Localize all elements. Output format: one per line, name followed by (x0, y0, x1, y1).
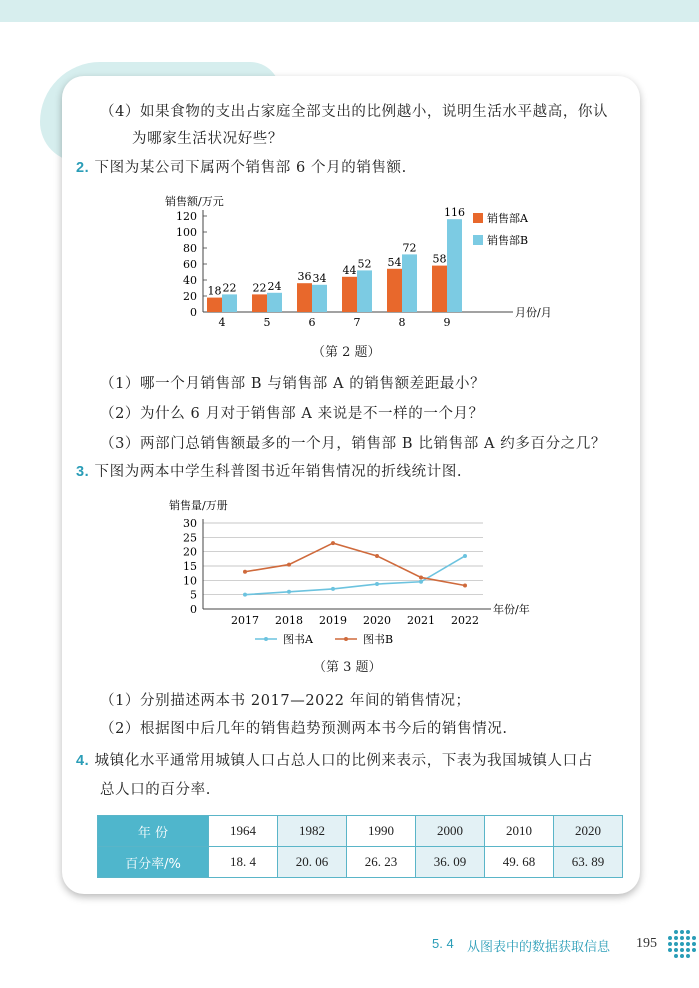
q2-question-3: （3）两部门总销售额最多的一个月，销售部 B 比销售部 A 约多百分之几？ (100, 436, 606, 452)
q2-question-2: （2）为什么 6 月对于销售部 A 来说是不一样的一个月？ (100, 406, 484, 422)
series-point (243, 570, 247, 574)
y-tick-label: 25 (183, 531, 197, 545)
series-line-b (245, 543, 465, 585)
q4-header (76, 750, 593, 772)
legend-swatch (473, 213, 483, 223)
y-tick-label: 10 (183, 574, 197, 588)
series-point (375, 582, 379, 586)
table-cell: 18. 4 (209, 847, 278, 878)
bar-a (432, 266, 447, 312)
q4-sub-line2: 为哪家生活状况好些？ (132, 131, 283, 147)
y-tick-label: 20 (183, 545, 197, 559)
x-tick-label: 2022 (451, 614, 479, 627)
y-tick-label: 0 (190, 603, 197, 616)
bar-b (312, 285, 327, 312)
y-tick-label: 100 (176, 226, 197, 239)
x-tick-label: 6 (308, 316, 316, 329)
table-cell: 2000 (416, 816, 485, 847)
q4-line2: 总人口的百分率. (100, 782, 211, 798)
x-axis-label: 年份/年 (493, 603, 530, 616)
x-axis-label: 月份/月 (515, 306, 552, 319)
bar-a (297, 283, 312, 312)
y-tick-label: 120 (176, 210, 197, 223)
legend-label: 图书A (283, 633, 313, 646)
y-tick-label: 0 (190, 306, 197, 319)
q3-text: 下图为两本中学生科普图书近年销售情况的折线统计图. (94, 464, 463, 480)
table-cell: 2020 (554, 816, 623, 847)
series-point (375, 554, 379, 558)
q3-question-2: （2）根据图中后几年的销售趋势预测两本书今后的销售情况. (100, 721, 508, 737)
table-cell: 26. 23 (347, 847, 416, 878)
bar-data-label: 52 (357, 257, 372, 271)
legend-swatch (473, 235, 483, 245)
bar-a (252, 294, 267, 312)
page-number: 195 (636, 936, 657, 951)
x-tick-label: 2021 (407, 614, 435, 627)
bar-data-label: 36 (297, 270, 312, 284)
bar-data-label: 22 (222, 281, 237, 295)
legend-marker (264, 637, 268, 641)
series-point (463, 583, 467, 587)
series-point (243, 593, 247, 597)
y-tick-label: 20 (183, 290, 197, 303)
bar-data-label: 44 (342, 263, 357, 277)
bar-data-label: 54 (387, 255, 402, 269)
x-tick-label: 2017 (231, 614, 259, 627)
table-cell: 1964 (209, 816, 278, 847)
q4-line1: 城镇化水平通常用城镇人口占总人口的比例来表示，下表为我国城镇人口占 (94, 753, 593, 769)
bar-data-label: 22 (252, 281, 267, 295)
series-point (331, 587, 335, 591)
legend-label: 销售部A (487, 212, 528, 225)
series-point (419, 580, 423, 584)
q4-sub-line1: （4）如果食物的支出占家庭全部支出的比例越小，说明生活水平越高，你认 (100, 104, 609, 120)
series-point (287, 590, 291, 594)
q3-header (76, 461, 462, 483)
y-tick-label: 15 (183, 560, 197, 573)
table-cell: 1990 (347, 816, 416, 847)
q2-number: 2. (76, 160, 90, 176)
bar-b (402, 254, 417, 312)
y-axis-label: 销售额/万元 (165, 195, 224, 208)
bar-b (357, 270, 372, 312)
bar-a (207, 298, 222, 312)
legend-marker (344, 637, 348, 641)
urbanization-table (97, 815, 623, 878)
footer-section: 5. 4 (432, 936, 454, 951)
bar-chart (155, 192, 552, 332)
legend-label: 图书B (363, 633, 394, 646)
bar-a (342, 277, 357, 312)
q2-question-1: （1）哪一个月销售部 B 与销售部 A 的销售额差距最小？ (100, 376, 486, 392)
x-tick-label: 8 (398, 316, 406, 329)
bar-a (387, 269, 402, 312)
q4-number: 4. (76, 753, 90, 769)
y-tick-label: 5 (190, 588, 197, 602)
x-tick-label: 9 (443, 316, 451, 329)
table-cell: 63. 89 (554, 847, 623, 878)
bar-b (267, 293, 282, 312)
series-point (287, 563, 291, 567)
bar-b (447, 219, 462, 312)
x-tick-label: 4 (218, 316, 226, 329)
bar-b (222, 294, 237, 312)
q3-number: 3. (76, 464, 90, 480)
bar-data-label: 24 (267, 279, 282, 293)
q2-text: 下图为某公司下属两个销售部 6 个月的销售额. (94, 160, 407, 176)
y-tick-label: 30 (183, 517, 197, 530)
bar-data-label: 34 (312, 271, 327, 285)
x-tick-label: 2019 (319, 614, 347, 627)
line-chart (155, 494, 545, 654)
dot-grid-icon (664, 929, 698, 959)
series-point (463, 554, 467, 558)
table-cell: 1982 (278, 816, 347, 847)
table-cell: 36. 09 (416, 847, 485, 878)
q3-caption: （第 3 题） (313, 660, 382, 675)
table-row (98, 816, 623, 847)
bar-data-label: 58 (432, 252, 447, 266)
x-tick-label: 2018 (275, 614, 303, 627)
legend-label: 销售部B (487, 234, 529, 247)
series-point (419, 575, 423, 579)
q2-caption: （第 2 题） (312, 345, 381, 360)
y-tick-label: 40 (183, 274, 197, 287)
table-cell: 49. 68 (485, 847, 554, 878)
table-row (98, 847, 623, 878)
bar-data-label: 116 (444, 206, 465, 220)
top-band (0, 0, 699, 22)
series-line-a (245, 556, 465, 595)
y-tick-label: 80 (183, 242, 197, 255)
table-cell: 2010 (485, 816, 554, 847)
footer-title: 从图表中的数据获取信息 (467, 940, 611, 955)
y-axis-label: 销售量/万册 (169, 499, 228, 512)
x-tick-label: 7 (353, 316, 361, 329)
x-tick-label: 5 (263, 316, 271, 329)
table-header-rate: 百分率/% (98, 847, 209, 878)
bar-data-label: 72 (402, 241, 417, 255)
table-header-year: 年 份 (98, 816, 209, 847)
q2-header (76, 157, 407, 179)
x-tick-label: 2020 (363, 614, 391, 627)
y-tick-label: 60 (183, 258, 197, 271)
table-cell: 20. 06 (278, 847, 347, 878)
series-point (331, 541, 335, 545)
bar-data-label: 18 (207, 284, 222, 298)
q3-question-1: （1）分别描述两本书 2017—2022 年间的销售情况； (100, 693, 471, 709)
